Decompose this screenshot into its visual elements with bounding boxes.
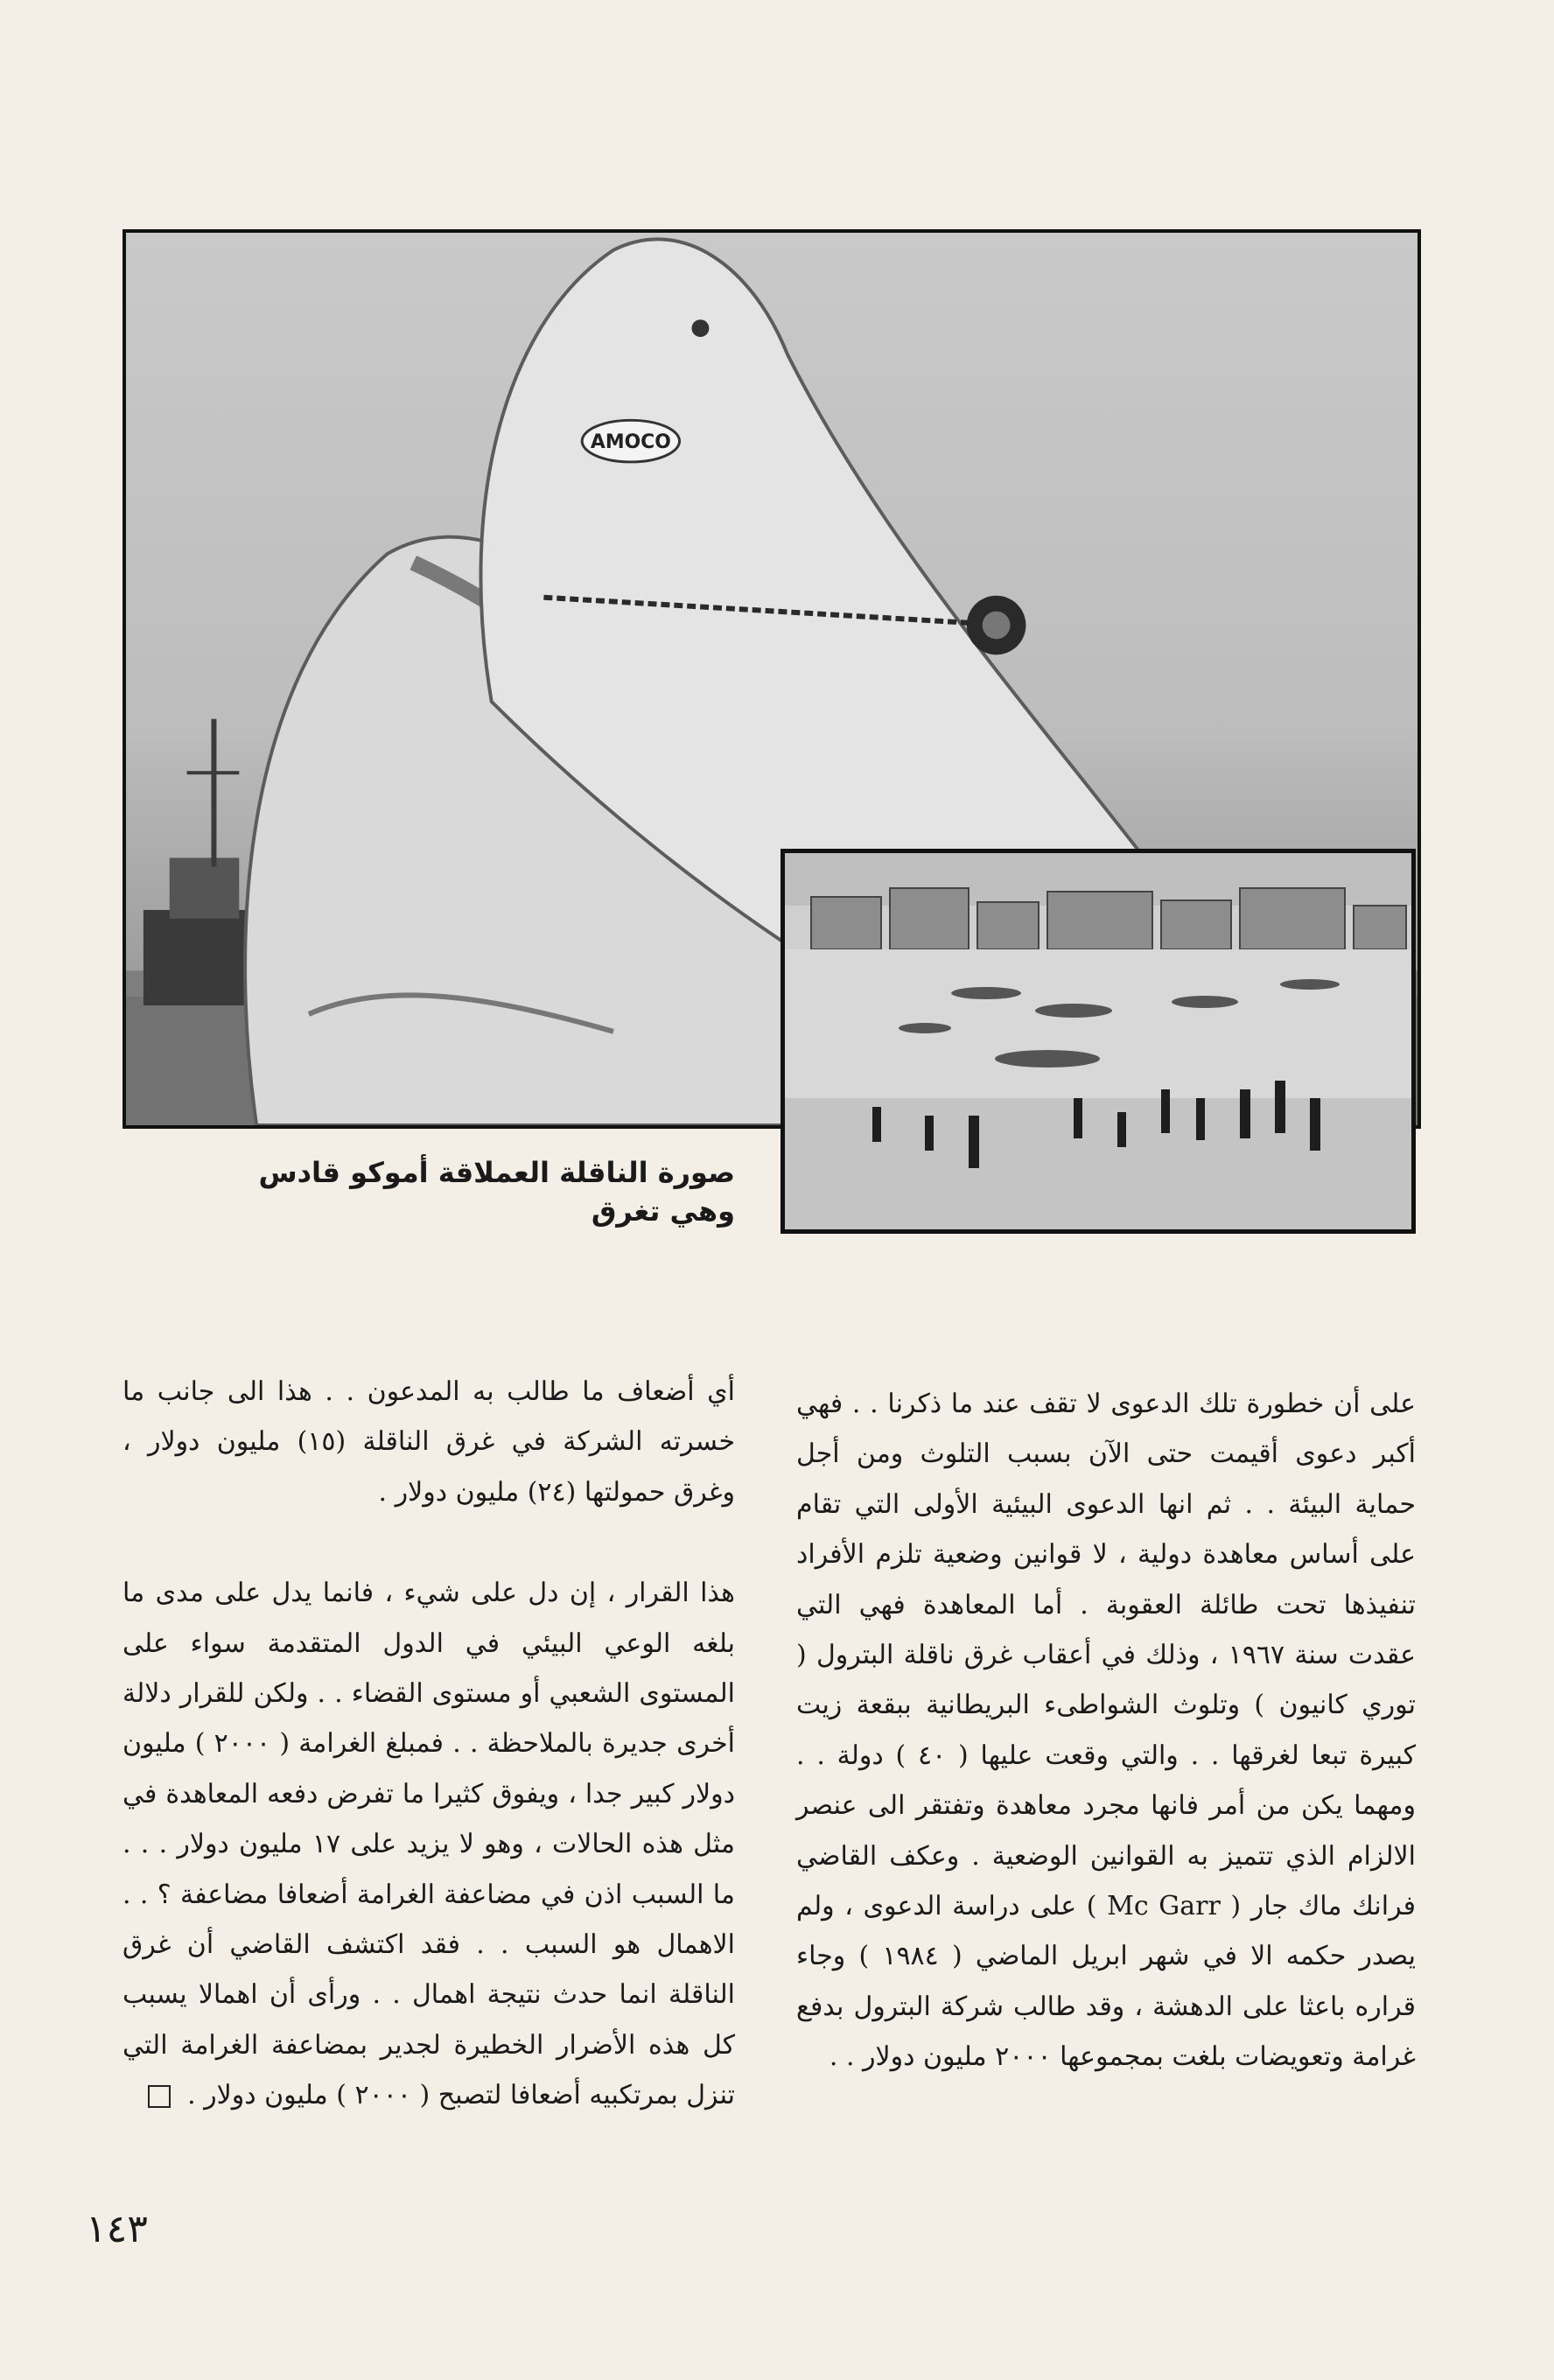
article-column-right [796,1379,1416,2082]
page-number: ١٤٣ [86,2207,148,2251]
photo-caption: صورة الناقلة العملاقة أموكو قادس وهي تغرق [258,1156,735,1228]
amoco-logo [582,420,679,462]
shore-buildings [811,888,1406,949]
paragraph [122,1568,735,2120]
paragraph-text: هذا القرار ، إن دل على شيء ، فانما يدل على مدى ما بلغه الوعي البيئي في الدول المتقدمة سواء على المستوى الشعبي أو مستوى القضاء . . ولكن للقرار دلالة أخرى جديرة بالملاحظة . . فمبلغ الغرامة ( ٢٠٠٠ ) مليون دولار كبير جدا ، ويفوق كثيرا ما تفرض دفعه المعاهدة في مثل هذه الحالات ، وهو لا يزيد على ١٧ مليون دولار . . . ما السبب اذن في مضاعفة الغرامة أضعافا مضاعفة ؟ . . الاهمال هو السبب . . فقد اكتشف القاضي أن غرق الناقلة انما حدث نتيجة اهمال . . ورأى أن اهمالا يسبب كل هذه الأضرار الخطيرة لجدير بمضاعفة الغرامة التي تنزل بمرتكبيه أضعافا لتصبح ( ٢٠٠٠ ) مليون دولار . [122,1578,735,2111]
svg-text:AMOCO: AMOCO [590,431,671,454]
paragraph: أي أضعاف ما طالب به المدعون . . هذا الى جانب ما خسرته الشركة في غرق الناقلة (١٥) مليون دولار ، وغرق حمولتها (٢٤) مليون دولار . [122,1376,735,1508]
harbor-shoreline-illustration [785,853,1411,1229]
end-of-article-icon [148,2085,171,2108]
paragraph: على أن خطورة تلك الدعوى لا تقف عند ما ذكرنا . . فهي أكبر دعوى أقيمت حتى الآن بسبب التلوث ومن أجل حماية البيئة . . ثم انها الدعوى البيئية الأولى التي تقام على أساس معاهدة دولية ، لا قوانين وضعية تلزم الأفراد تنفيذها تحت طائلة العقوبة . أما المعاهدة فهي التي عقدت سنة ١٩٦٧ ، وذلك في أعقاب غرق ناقلة البترول ( توري كانيون ) وتلوث الشواطىء البريطانية ببقعة زيت كبيرة تبعا لغرقها . . والتي وقعت عليها ( ٤٠ ) دولة . . ومهما يكن من أمر فانها مجرد معاهدة وتفتقر الى عنصر الالزام الذي تتميز به القوانين الوضعية . وعكف القاضي فرانك ماك جار ( Mc Garr ) على دراسة الدعوى ، ولم يصدر حكمه الا في شهر ابريل الماضي ( ١٩٨٤ ) وجاء قراره باعثا على الدهشة ، وقد طالب شركة البترول بدفع غرامة وتعويضات بلغت بمجموعها ٢٠٠٠ مليون دولار . . [796,1389,1417,2073]
harbor-photo [780,849,1416,1234]
article-column-left [122,1367,735,2121]
